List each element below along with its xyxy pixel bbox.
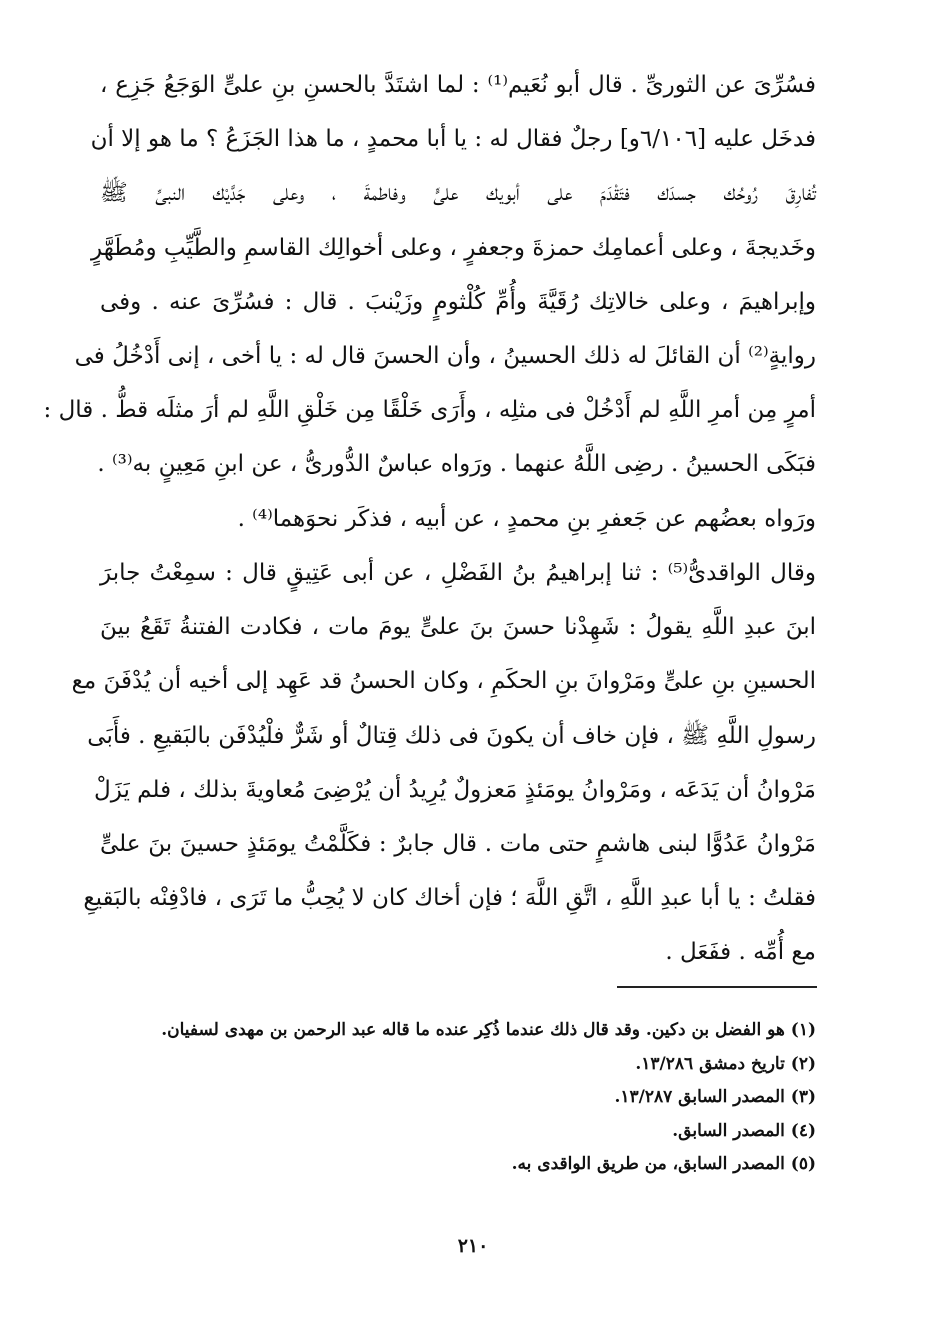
text-line: أمرٍ مِن أمرِ اللَّهِ لم أَدْخُلْ فى مثلِه ، وأَرَى خَلْقًا مِن خَلْقِ اللَّهِ لم أرَ مثلَه قطُّ . قال : — [43, 397, 816, 424]
text-line: فسُرِّىَ عن الثورىِّ . قال أبو نُعَيم⁽¹⁾ : لما اشتَدَّ بالحسنِ بنِ علىٍّ الوَجَعُ جَزِع ، — [100, 72, 816, 98]
text-line: ورَواه بعضُهم عن جَعفرِ بنِ محمدٍ ، عن أبيه ، فذكَر نحوَهما⁽⁴⁾ . — [237, 505, 816, 532]
footnote-4: (٤) المصدر السابق. — [672, 1120, 816, 1141]
text-line: فقلتُ : يا أبا عبدِ اللَّهِ ، اتَّقِ اللَّهَ ؛ فإن أخاك كان لا يُحِبُّ ما تَرَى ، فادْفِنْه بالبَقيعِ — [83, 885, 816, 912]
text-line: روايةٍ⁽²⁾ أن القائلَ له ذلك الحسينُ ، وأن الحسنَ قال له : يا أخى ، إنى أَدْخُلُ فى — [74, 342, 816, 369]
text-line: الحسينِ بنِ علىٍّ ومَرْوانَ بنِ الحكَمِ ، وكان الحسنُ قد عَهِد إلى أخيه أن يُدْفَنَ مع — [71, 668, 816, 695]
text-line: وإبراهيمَ ، وعلى خالاتِك رُقَيَّةَ وأُمِّ كُلْثومٍ وزَيْنبَ . قال : فسُرِّىَ عنه . وفى — [100, 288, 816, 315]
footnote-5: (٥) المصدر السابق، من طريق الواقدى به. — [511, 1154, 816, 1174]
footnote-2: (٢) تاريخ دمشق ١٣/٢٨٦. — [635, 1053, 816, 1074]
text-line: فبَكَى الحسينُ . رضِى اللَّهُ عنهما . ورَواه عباسٌ الدُّورىُّ ، عن ابنِ مَعِينٍ به⁽³⁾ . — [97, 451, 816, 478]
text-line: رسولِ اللَّهِ ﷺ ، فإن خاف أن يكونَ فى ذلك قِتالٌ أو شَرٌّ فلْيُدْفَن بالبَقيعِ . فأَبَى — [87, 722, 816, 749]
text-line: مع أُمِّه . ففَعَل . — [665, 939, 816, 966]
text-line: مَرْوانُ عَدُوًّا لبنى هاشمٍ حتى مات . قال جابرٌ : فكَلَّمْتُ يومَئذٍ حسينَ بنَ علىٍّ — [100, 830, 816, 857]
footnote-1: (١) هو الفضل بن دكين. وقد قال ذلك عندما ذُكِر عنده ما قاله عبد الرحمن بن مهدى لسفيان. — [161, 1020, 816, 1040]
paragraph-2 — [71, 546, 816, 980]
text-line: ابنَ عبدِ اللَّهِ يقولُ : شَهِدْنا حسنَ بنَ علىٍّ يومَ مات ، فكادت الفتنةُ تَقَعُ بينَ — [100, 614, 816, 641]
text-line: تُفارِقَ رُوحُك جسدَك فتَقْدَمَ على أبويك علىٍّ وفاطمةَ ، وعلى جَدَّيْك النبىِّ ﷺ — [100, 180, 816, 207]
text-line: وقال الواقدىُّ⁽⁵⁾ : ثنا إبراهيمُ بنُ الفَضْلِ ، عن أبى عَتِيقٍ قال : سمِعْتُ جابرَ — [100, 560, 816, 586]
text-line: مَرْوانُ أن يَدَعَه ، ومَرْوانُ يومَئذٍ مَعزولٌ يُرِيدُ أن يُرْضِىَ مُعاويةَ بذلك ، فلم يَزَلْ — [94, 776, 816, 803]
text-line: وخَديجةَ ، وعلى أعمامِك حمزةَ وجعفرٍ ، وعلى أخوالِك القاسمِ والطَّيِّبِ ومُطَهَّرٍ — [91, 234, 816, 261]
text-line: فدخَل عليه [٦/١٠٦و] رجلٌ فقال له : يا أبا محمدٍ ، ما هذا الجَزَعُ ؟ ما هو إلا أن — [90, 126, 816, 153]
page-number: ٢١٠ — [457, 1235, 489, 1257]
paragraph-1 — [43, 58, 816, 546]
footnote-3: (٣) المصدر السابق ١٣/٢٨٧. — [614, 1087, 816, 1107]
footnotes — [100, 1014, 816, 1182]
footnote-separator — [617, 986, 817, 988]
